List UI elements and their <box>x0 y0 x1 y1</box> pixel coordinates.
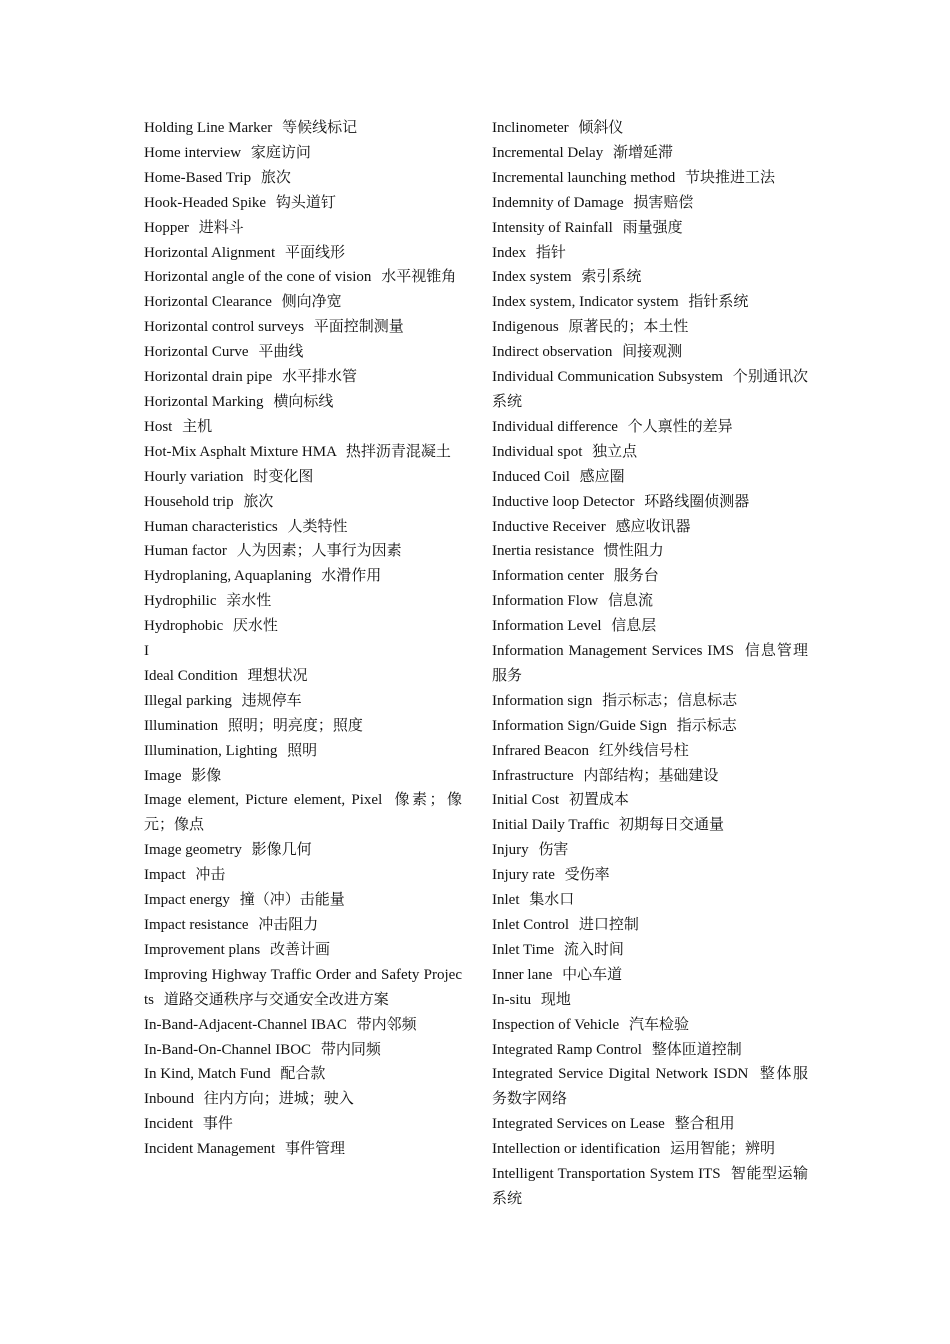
term-english: Inspection of Vehicle <box>492 1016 620 1033</box>
term-chinese: 平面线形 <box>284 244 345 261</box>
term-english: Information Management Services IMS <box>492 643 734 660</box>
glossary-entry <box>492 241 808 266</box>
glossary-entry <box>492 465 808 490</box>
glossary-entry <box>492 888 808 913</box>
glossary-entry <box>144 116 462 141</box>
term-chinese: 感应收讯器 <box>615 518 691 535</box>
term-english: Hopper <box>144 219 189 236</box>
term-chinese: 独立点 <box>592 443 638 460</box>
glossary-entry <box>492 838 808 863</box>
term-chinese: 索引系统 <box>581 269 642 286</box>
glossary-entry <box>144 938 462 963</box>
term-english: Hook-Headed Spike <box>144 194 267 211</box>
term-english: Horizontal angle of the cone of vision <box>144 269 372 286</box>
term-english: Illegal parking <box>144 692 232 709</box>
glossary-entry <box>144 788 462 838</box>
term-chinese: 个别通讯次系统 <box>492 369 808 410</box>
term-english: Image geometry <box>144 842 242 859</box>
term-english: Indemnity of Damage <box>492 194 624 211</box>
term-chinese: 撞（冲）击能量 <box>239 892 345 909</box>
glossary-entry <box>144 490 462 515</box>
term-chinese: 旅次 <box>260 169 291 186</box>
glossary-entry <box>492 714 808 739</box>
glossary-entry <box>144 963 462 1013</box>
term-chinese: 环路线圈侦测器 <box>644 493 750 510</box>
term-english: Hydrophilic <box>144 593 217 610</box>
term-english: Household trip <box>144 493 234 510</box>
term-chinese: 间接观测 <box>622 344 683 361</box>
term-english: Horizontal drain pipe <box>144 369 273 386</box>
term-english: Horizontal control surveys <box>144 319 304 336</box>
term-english: Index <box>492 244 527 261</box>
glossary-entry <box>144 265 462 290</box>
term-english: In Kind, Match Fund <box>144 1066 271 1083</box>
term-chinese: 等候线标记 <box>282 120 358 136</box>
term-english: Index system <box>492 269 572 286</box>
term-chinese: 家庭访问 <box>250 144 311 161</box>
glossary-entry <box>492 1038 808 1063</box>
term-english: Information Flow <box>492 593 599 610</box>
glossary-entry <box>144 216 462 241</box>
term-english: Hydrophobic <box>144 618 224 635</box>
glossary-entry <box>144 614 462 639</box>
glossary-entry <box>144 191 462 216</box>
term-chinese: 指示标志；信息标志 <box>602 692 738 709</box>
glossary-entry <box>492 365 808 415</box>
glossary-column-left <box>144 116 462 1162</box>
term-english: Index system, Indicator system <box>492 294 679 311</box>
term-chinese: 整体匝道控制 <box>651 1041 742 1058</box>
glossary-entry <box>492 938 808 963</box>
glossary-entry <box>144 564 462 589</box>
term-english: Incremental launching method <box>492 169 676 186</box>
term-chinese: 智能型运输系统 <box>492 1166 808 1207</box>
glossary-entry <box>144 539 462 564</box>
term-chinese: 指针 <box>535 244 566 261</box>
term-chinese: 钩头道钉 <box>275 194 336 211</box>
term-english: Inlet Time <box>492 941 555 958</box>
term-chinese: 初期每日交通量 <box>618 817 724 834</box>
glossary-entry <box>492 490 808 515</box>
term-english: Hydroplaning, Aquaplaning <box>144 568 312 585</box>
term-english: Information sign <box>492 692 593 709</box>
term-chinese: 水平视锥角 <box>381 269 457 286</box>
term-chinese: 惯性阻力 <box>603 543 664 560</box>
glossary-entry <box>492 963 808 988</box>
term-chinese: 流入时间 <box>563 941 624 958</box>
term-english: Inertia resistance <box>492 543 595 560</box>
glossary-entry <box>144 1112 462 1137</box>
term-english: Incremental Delay <box>492 144 604 161</box>
term-chinese: 时变化图 <box>253 468 314 485</box>
glossary-entry <box>144 714 462 739</box>
glossary-entry <box>492 639 808 689</box>
glossary-entry <box>144 739 462 764</box>
glossary-entry <box>144 415 462 440</box>
term-english: Indigenous <box>492 319 559 336</box>
glossary-entry <box>144 390 462 415</box>
term-chinese: 亲水性 <box>226 593 272 610</box>
glossary-entry <box>144 838 462 863</box>
term-chinese: 像素；像元；像点 <box>144 792 462 834</box>
term-chinese: 往内方向；进城；驶入 <box>203 1091 354 1108</box>
term-english: Incident Management <box>144 1141 276 1158</box>
term-english: Illumination <box>144 717 219 734</box>
term-chinese: 冲击阻力 <box>258 917 319 933</box>
glossary-entry <box>492 340 808 365</box>
term-chinese: 道路交通秩序与交通安全改进方案 <box>163 991 389 1008</box>
term-chinese: 影像 <box>191 767 222 784</box>
term-chinese: 节块推进工法 <box>685 169 776 186</box>
term-chinese: 指示标志 <box>676 717 737 734</box>
term-english: Inductive loop Detector <box>492 493 635 510</box>
glossary-entry <box>492 863 808 888</box>
term-chinese: 信息管理服务 <box>492 643 808 684</box>
term-english: Information Level <box>492 618 602 635</box>
glossary-entry <box>144 465 462 490</box>
term-chinese: 人为因素；人事行为因素 <box>236 543 402 560</box>
glossary-entry <box>492 515 808 540</box>
term-chinese: 红外线信号柱 <box>598 742 689 759</box>
term-english: Home-Based Trip <box>144 169 252 186</box>
term-chinese: 倾斜仪 <box>578 120 624 136</box>
glossary-entry <box>144 589 462 614</box>
term-chinese: 雨量强度 <box>622 219 683 236</box>
term-chinese: 主机 <box>182 418 213 435</box>
term-chinese: 集水口 <box>529 892 575 909</box>
term-english: Horizontal Clearance <box>144 294 272 311</box>
term-english: Impact energy <box>144 892 230 909</box>
term-english: Illumination, Lighting <box>144 742 278 759</box>
term-english: Host <box>144 418 173 435</box>
glossary-entry <box>144 1013 462 1038</box>
term-english: Ideal Condition <box>144 667 238 684</box>
glossary-entry <box>492 415 808 440</box>
term-chinese: 侧向净宽 <box>281 294 342 311</box>
term-chinese: 事件管理 <box>284 1141 345 1158</box>
term-english: Initial Cost <box>492 792 560 809</box>
term-english: Horizontal Curve <box>144 344 249 361</box>
glossary-entry <box>492 564 808 589</box>
glossary-entry <box>144 515 462 540</box>
term-english: Infrastructure <box>492 767 574 784</box>
glossary-entry <box>492 141 808 166</box>
term-english: Human characteristics <box>144 518 278 535</box>
term-chinese: 水滑作用 <box>321 568 382 585</box>
term-english: Inlet Control <box>492 917 570 933</box>
term-english: Image <box>144 767 182 784</box>
term-chinese: 个人禀性的差异 <box>627 418 733 435</box>
glossary-entry <box>144 365 462 390</box>
glossary-entry <box>492 440 808 465</box>
glossary-entry <box>144 764 462 789</box>
term-english: Inclinometer <box>492 120 569 136</box>
glossary-entry <box>144 340 462 365</box>
glossary-entry <box>144 440 462 465</box>
glossary-entry <box>144 664 462 689</box>
term-english: Injury rate <box>492 867 555 884</box>
term-english: Improving Highway Traffic Order and Safety Projects <box>144 966 462 1008</box>
glossary-entry <box>492 265 808 290</box>
term-chinese: 信息流 <box>608 593 654 610</box>
term-chinese: 中心车道 <box>562 966 623 983</box>
term-english: I <box>144 643 149 660</box>
term-english: Injury <box>492 842 529 859</box>
glossary-entry <box>144 315 462 340</box>
glossary-entry <box>492 1162 808 1212</box>
glossary-entry <box>492 216 808 241</box>
term-english: Horizontal Marking <box>144 393 264 410</box>
glossary-entry <box>492 813 808 838</box>
glossary-entry <box>492 589 808 614</box>
term-chinese: 内部结构；基础建设 <box>583 767 719 784</box>
term-english: In-situ <box>492 991 532 1008</box>
term-chinese: 服务台 <box>613 568 659 585</box>
glossary-entry <box>144 689 462 714</box>
term-english: Integrated Service Digital Network ISDN <box>492 1066 749 1083</box>
glossary-entry <box>144 639 462 664</box>
term-chinese: 理想状况 <box>247 667 308 684</box>
term-chinese: 受伤率 <box>564 867 610 884</box>
glossary-entry <box>492 191 808 216</box>
glossary-entry <box>144 1137 462 1162</box>
term-english: Impact resistance <box>144 917 249 933</box>
term-english: In-Band-On-Channel IBOC <box>144 1041 312 1058</box>
term-english: Inner lane <box>492 966 553 983</box>
term-chinese: 现地 <box>540 991 571 1008</box>
glossary-entry <box>492 788 808 813</box>
term-english: Image element, Picture element, Pixel <box>144 792 383 809</box>
term-chinese: 伤害 <box>538 842 569 859</box>
term-english: Individual spot <box>492 443 583 460</box>
term-chinese: 事件 <box>202 1116 233 1133</box>
glossary-entry <box>492 614 808 639</box>
term-chinese: 水平排水管 <box>282 369 358 386</box>
term-chinese: 平面控制测量 <box>313 319 404 336</box>
term-chinese: 冲击 <box>195 867 226 884</box>
term-english: Hourly variation <box>144 468 244 485</box>
glossary-entry <box>492 166 808 191</box>
term-chinese: 原著民的；本土性 <box>568 319 689 336</box>
glossary-entry <box>144 913 462 938</box>
glossary-entry <box>492 689 808 714</box>
glossary-entry <box>492 764 808 789</box>
term-english: Incident <box>144 1116 194 1133</box>
term-english: Impact <box>144 867 186 884</box>
term-english: Induced Coil <box>492 468 570 485</box>
glossary-entry <box>492 315 808 340</box>
glossary-entry <box>492 116 808 141</box>
glossary-entry <box>492 1112 808 1137</box>
term-english: Intellection or identification <box>492 1141 661 1158</box>
term-english: Infrared Beacon <box>492 742 590 759</box>
term-chinese: 违规停车 <box>241 692 302 709</box>
term-english: Horizontal Alignment <box>144 244 276 261</box>
glossary-entry <box>492 988 808 1013</box>
term-english: In-Band-Adjacent-Channel IBAC <box>144 1016 347 1033</box>
term-chinese: 进口控制 <box>578 917 639 933</box>
glossary-entry <box>144 241 462 266</box>
glossary-entry <box>144 863 462 888</box>
term-chinese: 信息层 <box>611 618 657 635</box>
term-chinese: 整体服务数字网络 <box>492 1066 808 1108</box>
term-english: Human factor <box>144 543 227 560</box>
term-chinese: 人类特性 <box>287 518 348 535</box>
term-english: Inlet <box>492 892 520 909</box>
term-chinese: 整合租用 <box>674 1116 735 1133</box>
term-english: Improvement plans <box>144 941 261 958</box>
term-chinese: 厌水性 <box>232 618 278 635</box>
term-chinese: 指针系统 <box>688 294 749 311</box>
glossary-entry <box>492 1013 808 1038</box>
term-english: Inbound <box>144 1091 194 1108</box>
term-english: Holding Line Marker <box>144 120 273 136</box>
term-english: Individual difference <box>492 418 618 435</box>
term-english: Indirect observation <box>492 344 613 361</box>
glossary-entry <box>144 166 462 191</box>
term-chinese: 旅次 <box>243 493 274 510</box>
term-chinese: 改善计画 <box>269 941 330 958</box>
term-chinese: 进料斗 <box>198 219 244 236</box>
term-chinese: 初置成本 <box>568 792 629 809</box>
term-chinese: 感应圈 <box>579 468 625 485</box>
glossary-entry <box>144 888 462 913</box>
term-chinese: 带内同频 <box>320 1041 381 1058</box>
term-chinese: 汽车检验 <box>628 1016 689 1033</box>
glossary-entry <box>492 290 808 315</box>
glossary-entry <box>492 1062 808 1112</box>
term-chinese: 平曲线 <box>258 344 304 361</box>
term-english: Individual Communication Subsystem <box>492 369 723 386</box>
glossary-entry <box>144 1087 462 1112</box>
term-english: Information center <box>492 568 605 585</box>
term-chinese: 损害赔偿 <box>633 194 694 211</box>
term-chinese: 配合款 <box>280 1066 326 1083</box>
term-english: Hot-Mix Asphalt Mixture HMA <box>144 443 337 460</box>
glossary-entry <box>492 1137 808 1162</box>
term-english: Home interview <box>144 144 242 161</box>
term-english: Inductive Receiver <box>492 518 606 535</box>
glossary-entry <box>144 1038 462 1063</box>
term-chinese: 热拌沥青混凝土 <box>345 443 451 460</box>
term-chinese: 横向标线 <box>273 393 334 410</box>
term-english: Intensity of Rainfall <box>492 219 613 236</box>
term-chinese: 影像几何 <box>251 842 312 859</box>
glossary-entry <box>492 539 808 564</box>
glossary-entry <box>144 141 462 166</box>
term-chinese: 渐增延滞 <box>612 144 673 161</box>
term-chinese: 带内邻频 <box>356 1016 417 1033</box>
term-english: Integrated Services on Lease <box>492 1116 665 1133</box>
term-english: Intelligent Transportation System ITS <box>492 1166 721 1183</box>
glossary-entry <box>144 290 462 315</box>
term-chinese: 运用智能；辨明 <box>670 1141 776 1158</box>
term-chinese: 照明 <box>287 742 318 759</box>
term-english: Information Sign/Guide Sign <box>492 717 667 734</box>
glossary-column-right <box>492 116 808 1212</box>
glossary-entry <box>492 739 808 764</box>
glossary-entry <box>492 913 808 938</box>
term-english: Initial Daily Traffic <box>492 817 610 834</box>
glossary-entry <box>144 1062 462 1087</box>
term-chinese: 照明；明亮度；照度 <box>227 717 363 734</box>
term-english: Integrated Ramp Control <box>492 1041 642 1058</box>
